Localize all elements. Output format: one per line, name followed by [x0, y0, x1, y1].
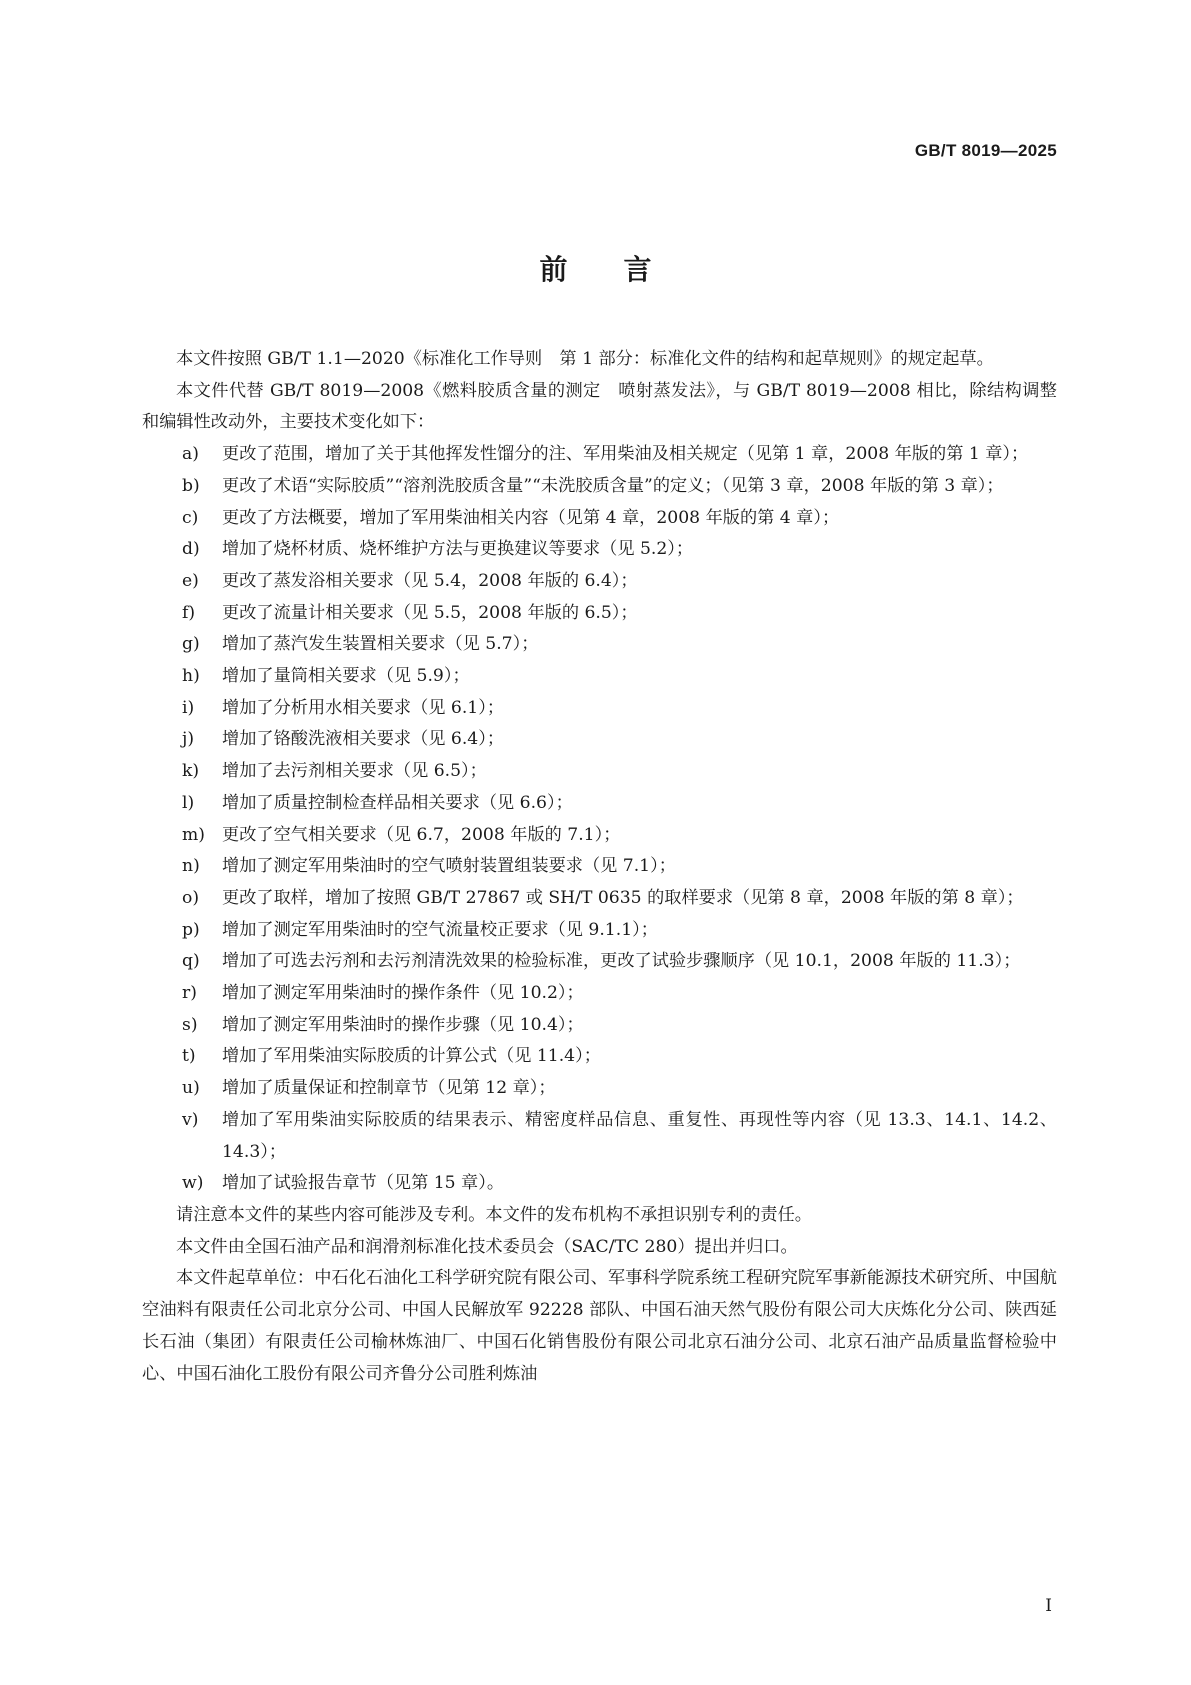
foreword-body — [142, 344, 1057, 1390]
list-item — [142, 566, 1057, 598]
list-marker: t) — [182, 1046, 196, 1067]
list-item-text: 增加了铬酸洗液相关要求（见 6.4）； — [222, 729, 505, 750]
list-item-text: 增加了烧杯材质、烧杯维护方法与更换建议等要求（见 5.2）； — [222, 539, 694, 560]
title-char-2: 言 — [623, 253, 652, 286]
list-item — [142, 756, 1057, 788]
list-item-text: 增加了测定军用柴油时的操作条件（见 10.2）； — [222, 983, 584, 1004]
list-item-text: 更改了范围，增加了关于其他挥发性馏分的注、军用柴油及相关规定（见第 1 章，2008 年版的第 1 章）； — [222, 444, 1029, 465]
list-item — [142, 439, 1057, 471]
list-marker: o) — [182, 887, 200, 908]
list-marker: n) — [182, 856, 200, 877]
list-item — [142, 503, 1057, 535]
list-marker: h) — [182, 666, 200, 687]
list-marker: v) — [182, 1109, 199, 1130]
list-item — [142, 629, 1057, 661]
list-item-text: 增加了试验报告章节（见第 15 章）。 — [222, 1173, 505, 1194]
list-item — [142, 724, 1057, 756]
list-item — [142, 598, 1057, 630]
list-marker: r) — [182, 983, 197, 1004]
list-item-text: 增加了质量保证和控制章节（见第 12 章）； — [222, 1078, 556, 1099]
list-item — [142, 471, 1057, 503]
list-item-text: 增加了分析用水相关要求（见 6.1）； — [222, 697, 505, 718]
list-item-text: 更改了流量计相关要求（见 5.5，2008 年版的 6.5）； — [222, 602, 638, 623]
list-item — [142, 978, 1057, 1010]
list-item — [142, 851, 1057, 883]
changes-list — [142, 439, 1057, 1200]
list-item — [142, 661, 1057, 693]
paragraph-committee: 本文件由全国石油产品和润滑剂标准化技术委员会（SAC/TC 280）提出并归口。 — [176, 1236, 798, 1257]
list-item — [142, 788, 1057, 820]
list-item-text: 增加了质量控制检查样品相关要求（见 6.6）； — [222, 792, 573, 813]
list-item-text: 增加了测定军用柴油时的操作步骤（见 10.4）； — [222, 1014, 584, 1035]
list-marker: i) — [182, 697, 195, 718]
list-marker: e) — [182, 570, 199, 591]
list-marker: s) — [182, 1014, 198, 1035]
list-marker: d) — [182, 539, 200, 560]
list-item — [142, 915, 1057, 947]
list-item — [142, 1105, 1057, 1168]
list-item — [142, 1010, 1057, 1042]
list-item-text: 增加了去污剂相关要求（见 6.5）； — [222, 761, 487, 782]
list-marker: m) — [182, 824, 206, 845]
list-item — [142, 534, 1057, 566]
list-marker: k) — [182, 761, 200, 782]
list-item-text: 更改了术语“实际胶质”“溶剂洗胶质含量”“未洗胶质含量”的定义；（见第 3 章，2008 年版的第 3 章）； — [222, 475, 1004, 496]
list-marker: p) — [182, 919, 200, 940]
list-marker: q) — [182, 951, 200, 972]
paragraph-drafting-rules: 本文件按照 GB/T 1.1—2020《标准化工作导则 第 1 部分：标准化文件的结构和起草规则》的规定起草。 — [176, 349, 994, 369]
list-item — [142, 1041, 1057, 1073]
paragraph-patent-notice: 请注意本文件的某些内容可能涉及专利。本文件的发布机构不承担识别专利的责任。 — [176, 1204, 812, 1225]
list-item-text: 更改了蒸发浴相关要求（见 5.4，2008 年版的 6.4）； — [222, 570, 638, 591]
list-item — [142, 883, 1057, 915]
list-item-text: 增加了测定军用柴油时的空气喷射装置组装要求（见 7.1）； — [222, 856, 676, 877]
list-marker: w) — [182, 1173, 204, 1194]
list-item-text: 更改了方法概要，增加了军用柴油相关内容（见第 4 章，2008 年版的第 4 章）； — [222, 507, 840, 528]
list-item-text: 更改了空气相关要求（见 6.7，2008 年版的 7.1）； — [222, 824, 621, 845]
list-marker: a) — [182, 444, 199, 465]
paragraph-replaces: 本文件代替 GB/T 8019—2008《燃料胶质含量的测定 喷射蒸发法》，与 GB/T 8019—2008 相比，除结构调整和编辑性改动外，主要技术变化如下： — [142, 380, 1057, 433]
list-marker: l) — [182, 792, 195, 813]
list-marker: f) — [182, 602, 196, 623]
list-item — [142, 693, 1057, 725]
list-item — [142, 1073, 1057, 1105]
list-marker: c) — [182, 507, 199, 528]
paragraph-drafting-units: 本文件起草单位：中石化石油化工科学研究院有限公司、军事科学院系统工程研究院军事新能源技术研究所、中国航空油料有限责任公司北京分公司、中国人民解放军 92228 部队、中国石油天然气股份有限公司大庆炼化分公司、陕西延长石油（集团）有限责任公司榆林炼油厂、中国石化销售股份有限公司北京石油分公司、北京石油产品质量监督检验中心、中国石油化工股份有限公司齐鲁分公司胜利炼油 — [142, 1268, 1057, 1384]
list-item-text: 增加了军用柴油实际胶质的结果表示、精密度样品信息、重复性、再现性等内容（见 13.3、14.1、14.2、14.3）； — [222, 1109, 1057, 1162]
list-item-text: 更改了取样，增加了按照 GB/T 27867 或 SH/T 0635 的取样要求（见第 8 章，2008 年版的第 8 章）； — [222, 887, 1024, 908]
list-marker: g) — [182, 634, 200, 655]
list-marker: b) — [182, 475, 200, 496]
list-item-text: 增加了测定军用柴油时的空气流量校正要求（见 9.1.1）； — [222, 919, 658, 940]
title-char-1: 前 — [539, 253, 568, 286]
list-marker: u) — [182, 1078, 200, 1099]
list-item — [142, 1168, 1057, 1200]
list-item-text: 增加了可选去污剂和去污剂清洗效果的检验标准，更改了试验步骤顺序（见 10.1，2008 年版的 11.3）； — [222, 951, 1021, 972]
list-item — [142, 946, 1057, 978]
list-item-text: 增加了军用柴油实际胶质的计算公式（见 11.4）； — [222, 1046, 601, 1067]
list-item-text: 增加了蒸汽发生装置相关要求（见 5.7）； — [222, 634, 539, 655]
standard-code: GB/T 8019—2025 — [914, 141, 1057, 160]
page-number: I — [1045, 1596, 1052, 1616]
page-title — [0, 248, 1191, 288]
list-item-text: 增加了量筒相关要求（见 5.9）； — [222, 666, 470, 687]
list-marker: j) — [182, 729, 195, 750]
list-item — [142, 820, 1057, 852]
